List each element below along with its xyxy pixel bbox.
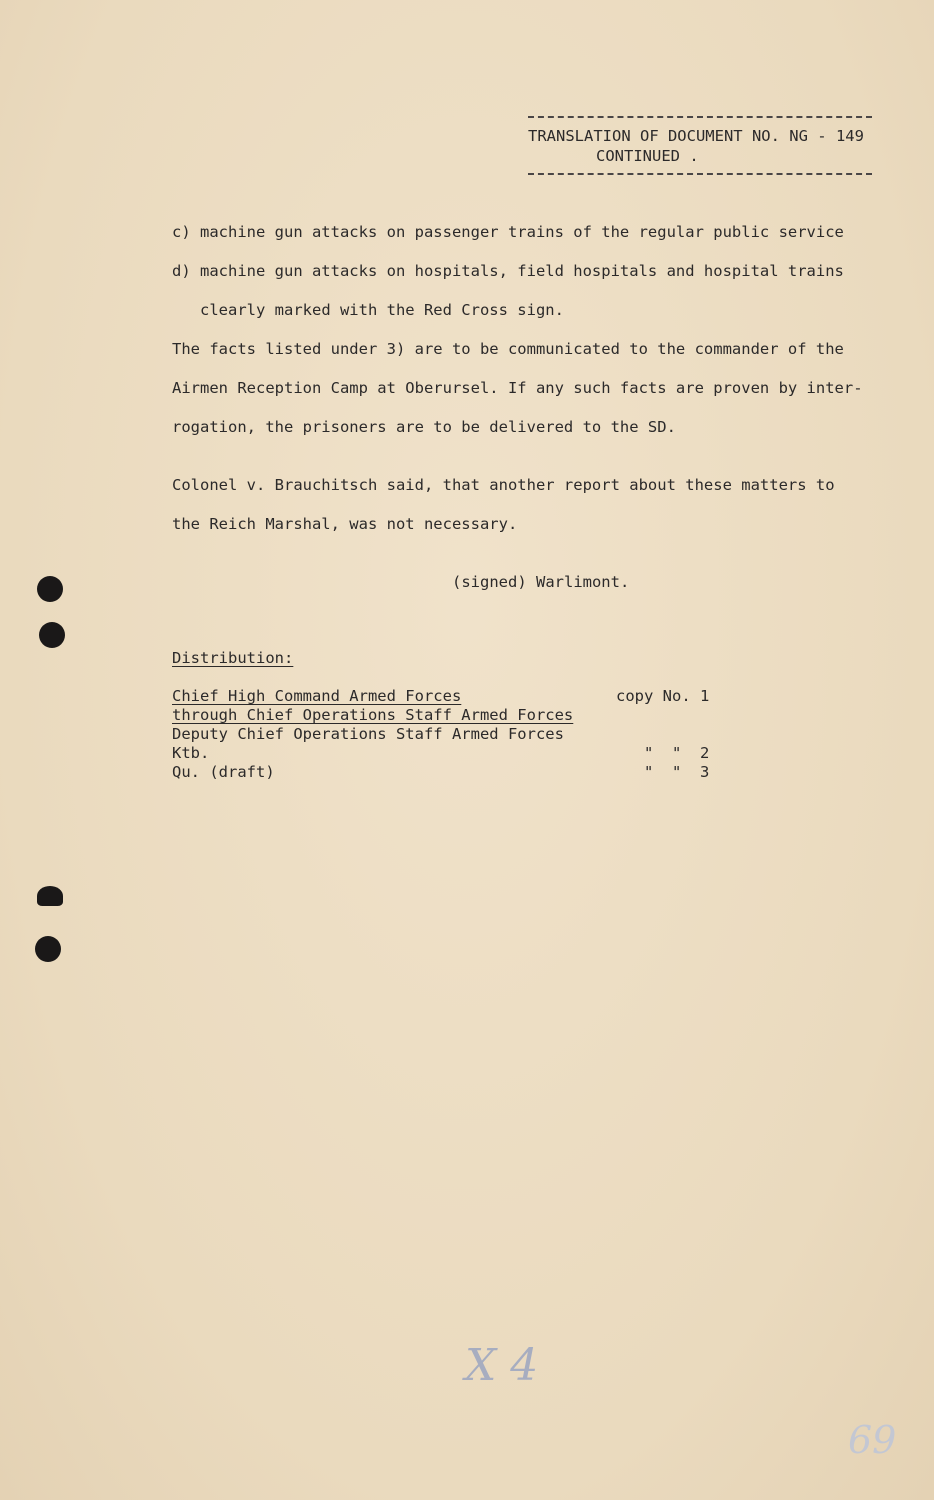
list-item-d: d) machine gun attacks on hospitals, field hospitals and hospital trains bbox=[172, 262, 844, 280]
distribution-row: Qu. (draft) bbox=[172, 763, 275, 781]
header-rule-bottom bbox=[528, 173, 872, 175]
paragraph-line: Airmen Reception Camp at Oberursel. If any such facts are proven by inter- bbox=[172, 379, 863, 397]
document-subtitle: CONTINUED . bbox=[596, 147, 699, 165]
header-rule-top bbox=[528, 116, 872, 118]
distribution-row: Deputy Chief Operations Staff Armed Forces bbox=[172, 725, 564, 743]
list-item-d-continued: clearly marked with the Red Cross sign. bbox=[200, 301, 564, 319]
paragraph-line: rogation, the prisoners are to be delivered to the SD. bbox=[172, 418, 676, 436]
punch-hole bbox=[37, 886, 63, 906]
punch-hole bbox=[37, 576, 63, 602]
paragraph-line: The facts listed under 3) are to be communicated to the commander of the bbox=[172, 340, 844, 358]
distribution-copy: " " 3 bbox=[644, 763, 710, 781]
list-item-c: c) machine gun attacks on passenger trains of the regular public service bbox=[172, 223, 844, 241]
distribution-copy: " " 2 bbox=[644, 744, 710, 762]
distribution-row: Chief High Command Armed Forces bbox=[172, 687, 462, 705]
punch-hole bbox=[35, 936, 61, 962]
document-title: TRANSLATION OF DOCUMENT NO. NG - 149 bbox=[528, 127, 864, 145]
paragraph-line: the Reich Marshal, was not necessary. bbox=[172, 515, 518, 533]
distribution-row: Ktb. bbox=[172, 744, 210, 762]
distribution-copy: copy No. 1 bbox=[616, 687, 710, 705]
signature: (signed) Warlimont. bbox=[452, 573, 630, 591]
distribution-row: through Chief Operations Staff Armed Forces bbox=[172, 706, 574, 724]
handwritten-mark: X 4 bbox=[465, 1340, 539, 1391]
page-number: 69 bbox=[848, 1418, 897, 1462]
distribution-heading: Distribution: bbox=[172, 649, 294, 667]
paragraph-line: Colonel v. Brauchitsch said, that another report about these matters to bbox=[172, 476, 835, 494]
punch-hole bbox=[39, 622, 65, 648]
